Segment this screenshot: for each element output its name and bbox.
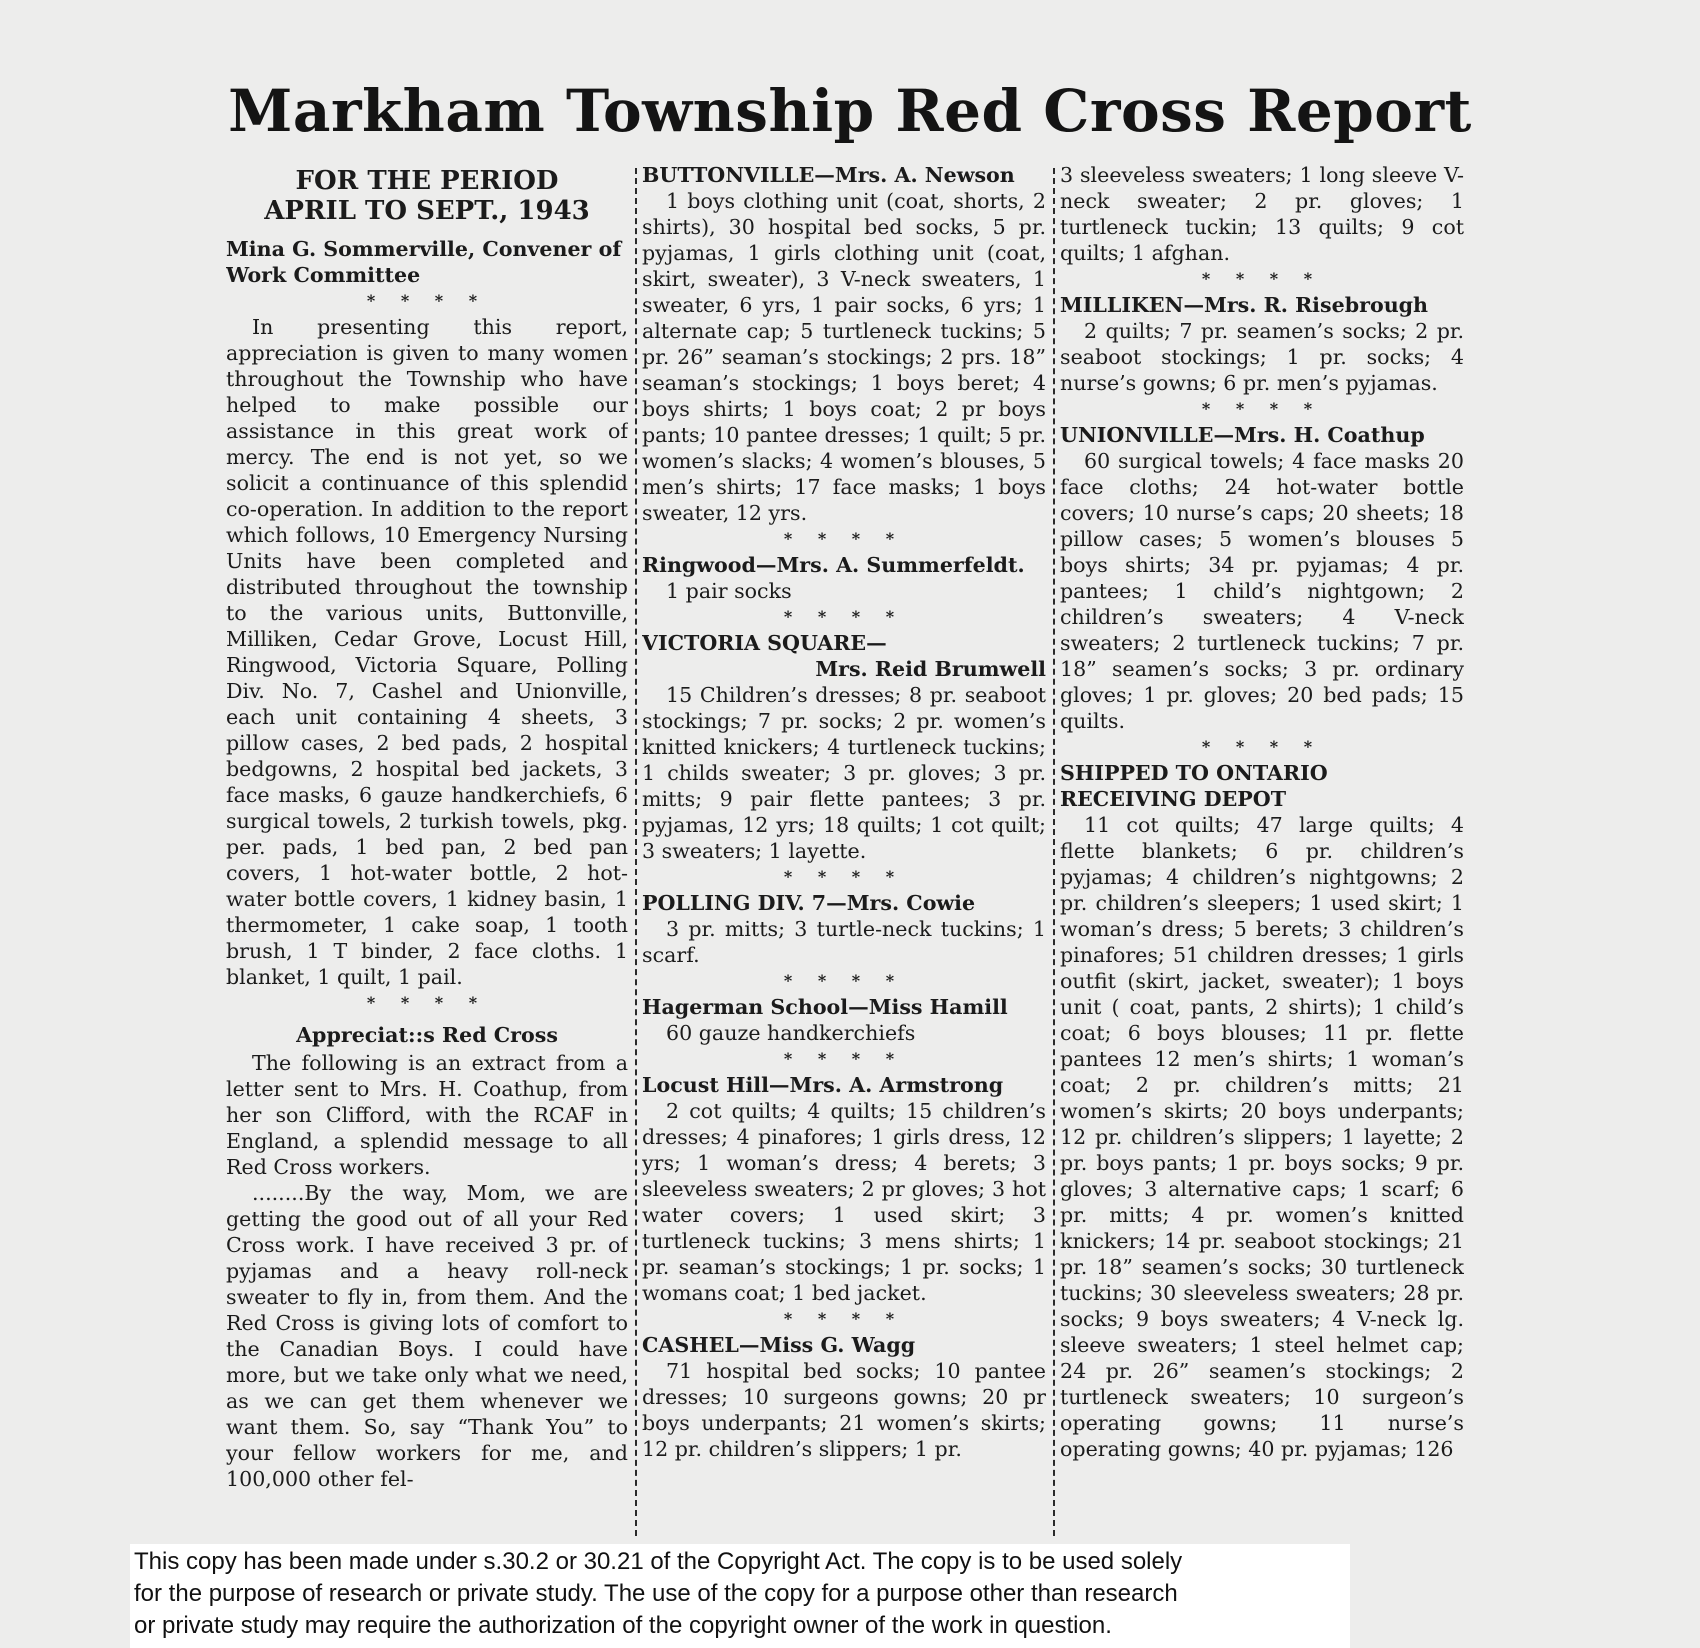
separator-stars: * * * * bbox=[1201, 269, 1323, 288]
separator-stars: * * * * bbox=[1201, 399, 1323, 418]
column-1 bbox=[226, 162, 628, 1540]
copyright-notice-line: This copy has been made under s.30.2 or 30.21 of the Copyright Act. The copy is to be used solely bbox=[134, 1548, 1183, 1575]
copyright-notice-line: for the purpose of research or private study. The use of the copy for a purpose other than research bbox=[134, 1580, 1178, 1607]
victoria-square-list: 15 Children’s dresses; 8 pr. seaboot stockings; 7 pr. socks; 2 pr. women’s knitted knickers; 4 turtleneck tuckins; 1 childs sweater; 3 pr. gloves; 3 pr. mitts; 9 pair flette pantees; 3 pr. pyjamas, 12 yrs; 18 quilts; 1 cot quilt; 3 sweaters; 1 layette. bbox=[642, 683, 1046, 863]
separator-stars: * * * * bbox=[783, 529, 905, 548]
buttonville-list: 1 boys clothing unit (coat, shorts, 2 shirts), 30 hospital bed socks, 5 pr. pyjamas, 1 girls clothing unit (coat, skirt, sweater), 3 V-neck sweaters, 1 sweater, 6 yrs, 1 pair socks, 6 yrs; 1 alternate cap; 5 turtleneck tuckins; 5 pr. 26” seaman’s stockings; 2 prs. 18” seaman’s stockings; 1 boys beret; 4 boys shirts; 1 boys coat; 2 pr boys pants; 10 pantee dresses; 1 quilt; 5 pr. women’s slacks; 4 women’s blouses, 5 men’s shirts; 17 face masks; 1 boys sweater, 12 yrs. bbox=[642, 189, 1046, 525]
appreciation-paragraph: The following is an extract from a letter sent to Mrs. H. Coathup, from her son Clifford, with the RCAF in England, a splendid message to all Red Cross workers. bbox=[226, 1051, 628, 1179]
hagerman-list: 60 gauze handkerchiefs bbox=[666, 1021, 916, 1045]
separator-stars: * * * * bbox=[783, 867, 905, 886]
copyright-notice-line: or private study may require the authorization of the copyright owner of the work in question. bbox=[134, 1612, 1112, 1639]
separator-stars: * * * * bbox=[783, 971, 905, 990]
unionville-list: 60 surgical towels; 4 face masks 20 face cloths; 24 hot-water bottle covers; 10 nurse’s caps; 20 sheets; 18 pillow cases; 5 women’s blouses 5 boys shirts; 34 pr. pyjamas; 4 pr. pantees; 1 child’s nightgown; 2 children’s sweaters; 4 V-neck sweaters; 2 turtleneck tuckins; 7 pr. 18” seamen’s socks; 3 pr. ordinary gloves; 1 pr. gloves; 20 bed pads; 15 quilts. bbox=[1060, 449, 1464, 733]
period-line-2: APRIL TO SEPT., 1943 bbox=[264, 196, 590, 226]
period-line-1: FOR THE PERIOD bbox=[295, 166, 559, 196]
convener-byline: Mina G. Sommerville, Convener of Work Committee bbox=[226, 237, 622, 287]
separator-stars: * * * * bbox=[366, 993, 488, 1012]
page-title: Markham Township Red Cross Report bbox=[228, 76, 1472, 145]
milliken-heading: MILLIKEN—Mrs. R. Risebrough bbox=[1060, 293, 1429, 317]
ringwood-heading: Ringwood—Mrs. A. Summerfeldt. bbox=[642, 553, 1025, 577]
intro-paragraph: In presenting this report, appreciation is given to many women throughout the Township who have helped to make possible our assistance in this great work of mercy. The end is not yet, so we solicit a continuance of this splendid co-operation. In addition to the report which follows, 10 Emergency Nursing Units have been completed and distributed throughout the township to the various units, Buttonville, Milliken, Cedar Grove, Locust Hill, Ringwood, Victoria Square, Polling Div. No. 7, Cashel and Unionville, each unit containing 4 sheets, 3 pillow cases, 2 bed pads, 2 hospital bedgowns, 2 hospital bed jackets, 3 face masks, 6 gauze handkerchiefs, 6 surgical towels, 2 turkish towels, pkg. per. pads, 1 bed pan, 2 bed pan covers, 1 hot-water bottle, 2 hot-water bottle covers, 1 kidney basin, 1 thermometer, 1 cake soap, 1 tooth brush, 1 T binder, 2 face cloths. 1 blanket, 1 quilt, 1 pail. bbox=[226, 315, 628, 989]
cashel-list-continued: 3 sleeveless sweaters; 1 long sleeve V-neck sweater; 2 pr. gloves; 1 turtleneck tuckin; 13 quilts; 9 cot quilts; 1 afghan. bbox=[1060, 163, 1464, 265]
milliken-list: 2 quilts; 7 pr. seamen’s socks; 2 pr. seaboot stockings; 1 pr. socks; 4 nurse’s gowns; 6 pr. men’s pyjamas. bbox=[1060, 319, 1464, 395]
separator-stars: * * * * bbox=[783, 1309, 905, 1328]
ringwood-list: 1 pair socks bbox=[666, 579, 792, 603]
separator-stars: * * * * bbox=[1201, 737, 1323, 756]
polling-div-heading: POLLING DIV. 7—Mrs. Cowie bbox=[642, 891, 976, 915]
hagerman-heading: Hagerman School—Miss Hamill bbox=[642, 995, 1008, 1019]
column-divider bbox=[1053, 168, 1055, 1536]
polling-div-list: 3 pr. mitts; 3 turtle-neck tuckins; 1 scarf. bbox=[642, 917, 1046, 967]
separator-stars: * * * * bbox=[783, 1049, 905, 1068]
column-divider bbox=[635, 168, 637, 1536]
column-2 bbox=[642, 162, 1046, 1540]
appreciation-heading: Appreciat::s Red Cross bbox=[296, 1023, 558, 1047]
victoria-square-heading: VICTORIA SQUARE— bbox=[642, 631, 887, 655]
letter-extract: ........By the way, Mom, we are getting the good out of all your Red Cross work. I have received 3 pr. of pyjamas and a heavy roll-neck sweater to fly in, from them. And the Red Cross is giving lots of comfort to the Canadian Boys. I could have more, but we take only what we need, as we can get them whenever we want them. So, say “Thank You” to your fellow workers for me, and 100,000 other fel- bbox=[226, 1181, 628, 1491]
report-period bbox=[226, 166, 628, 226]
buttonville-heading: BUTTONVILLE—Mrs. A. Newson bbox=[642, 163, 1015, 187]
unionville-heading: UNIONVILLE—Mrs. H. Coathup bbox=[1060, 423, 1425, 447]
copyright-notice bbox=[130, 1544, 1350, 1648]
cashel-heading: CASHEL—Miss G. Wagg bbox=[642, 1333, 916, 1357]
locust-hill-list: 2 cot quilts; 4 quilts; 15 children’s dresses; 4 pinafores; 1 girls dress, 12 yrs; 1 woman’s dress; 4 berets; 3 sleeveless sweaters; 2 pr gloves; 3 hot water covers; 1 used skirt; 3 turtleneck tuckins; 3 mens shirts; 1 pr. seaman’s stockings; 1 pr. socks; 1 womans coat; 1 bed jacket. bbox=[642, 1099, 1046, 1305]
cashel-list: 71 hospital bed socks; 10 pantee dresses; 10 surgeons gowns; 20 pr boys underpants; 21 women’s skirts; 12 pr. children’s slippers; 1 pr. bbox=[642, 1359, 1046, 1461]
column-3 bbox=[1060, 162, 1464, 1540]
shipped-list: 11 cot quilts; 47 large quilts; 4 flette blankets; 6 pr. children’s pyjamas; 4 children’s nightgowns; 2 pr. children’s sleepers; 1 used skirt; 1 woman’s dress; 5 berets; 3 children’s pinafores; 51 children dresses; 1 girls outfit (skirt, jacket, sweater); 1 boys unit ( coat, pants, 2 shirts); 1 child’s coat; 6 boys blouses; 11 pr. flette pantees 12 men’s shirts; 1 woman’s coat; 2 pr. children’s mitts; 21 women’s skirts; 20 boys underpants; 12 pr. children’s slippers; 1 layette; 2 pr. boys pants; 1 pr. boys socks; 9 pr. gloves; 3 alternative caps; 1 scarf; 6 pr. mitts; 4 pr. women’s knitted knickers; 14 pr. seaboot stockings; 21 pr. 18” seamen’s socks; 30 turtleneck tuckins; 30 sleeveless sweaters; 28 pr. socks; 9 boys sweaters; 4 V-neck lg. sleeve sweaters; 1 steel helmet cap; 24 pr. 26” seamen’s stockings; 2 turtleneck sweaters; 10 surgeon’s operating gowns; 11 nurse’s operating gowns; 40 pr. pyjamas; 126 bbox=[1060, 813, 1464, 1461]
locust-hill-heading: Locust Hill—Mrs. A. Armstrong bbox=[642, 1073, 1004, 1097]
separator-stars: * * * * bbox=[783, 607, 905, 626]
separator-stars: * * * * bbox=[366, 291, 488, 310]
victoria-square-convener: Mrs. Reid Brumwell bbox=[815, 657, 1046, 681]
shipped-heading: SHIPPED TO ONTARIO RECEIVING DEPOT bbox=[1060, 761, 1328, 811]
